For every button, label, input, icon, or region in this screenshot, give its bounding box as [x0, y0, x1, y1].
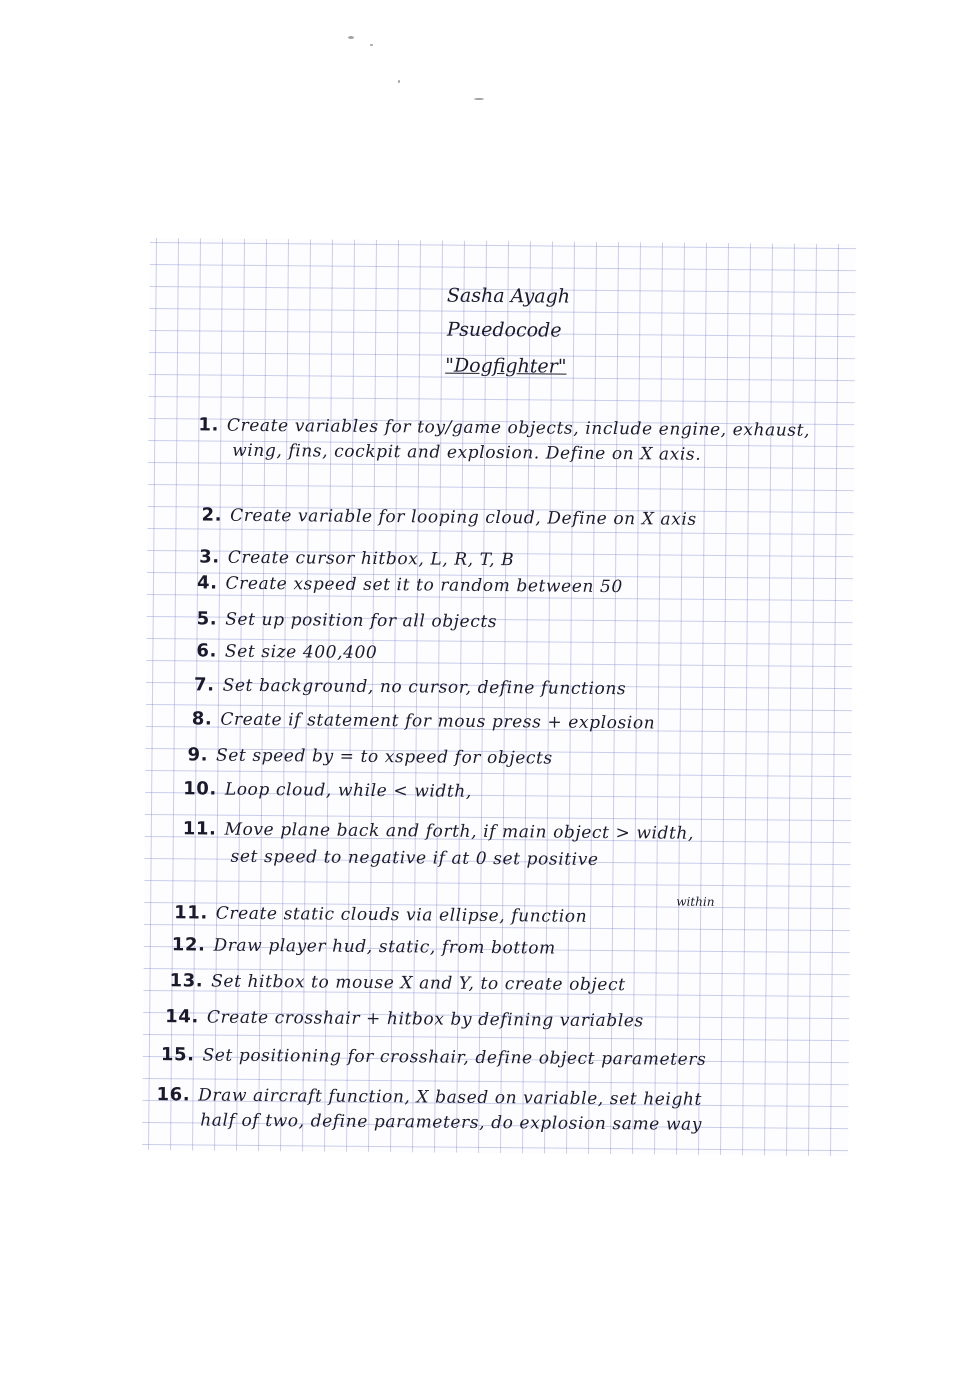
step-item	[183, 818, 694, 843]
step-text: Create crosshair + hitbox by defining variables	[206, 1007, 644, 1032]
scan-speck	[370, 44, 373, 46]
step-text: Create variables for toy/game objects, include engine, exhaust,	[226, 415, 811, 441]
document-subject: Psuedocode	[446, 318, 562, 342]
author-name: Sasha Ayagh	[446, 284, 571, 308]
step-item	[161, 1044, 707, 1070]
step-text: Loop cloud, while < width,	[224, 779, 472, 802]
scan-speck	[474, 98, 484, 100]
step-text: Set size 400,400	[224, 641, 378, 663]
step-text: Set speed by = to xspeed for objects	[215, 745, 553, 769]
step-item	[169, 970, 625, 995]
step-item	[172, 934, 556, 958]
step-item	[194, 674, 626, 699]
scan-speck	[348, 36, 354, 39]
step-text: Create static clouds via ellipse, function	[215, 903, 588, 927]
step-text: Create if statement for mous press + explosion	[220, 709, 656, 734]
step-number: 7.	[194, 674, 215, 696]
inserted-note: within	[676, 894, 715, 909]
step-text: Set positioning for crosshair, define object parameters	[202, 1045, 707, 1070]
scan-speck	[398, 80, 400, 83]
step-item	[198, 414, 810, 440]
step-item	[197, 608, 498, 632]
step-number: 5.	[196, 608, 218, 630]
step-text: Create xspeed set it to random between 50	[225, 573, 623, 598]
step-text-continued: wing, fins, cockpit and explosion. Define on X axis.	[232, 440, 702, 465]
step-number: 3.	[199, 546, 220, 568]
step-text-continued: set speed to negative if at 0 set positive	[230, 846, 599, 870]
document-title: "Dogfighter"	[445, 354, 567, 378]
step-number: 2.	[201, 504, 223, 526]
step-text: Create cursor hitbox, L, R, T, B	[227, 547, 515, 571]
step-number: 9.	[187, 744, 209, 766]
step-text: Set up position for all objects	[225, 609, 498, 633]
step-text-continued: half of two, define parameters, do explosion same way	[200, 1110, 703, 1135]
step-item	[199, 546, 514, 570]
step-number: 14.	[165, 1006, 199, 1028]
step-number: 1.	[198, 414, 220, 436]
step-text: Draw aircraft function, X based on variable, set height	[198, 1085, 703, 1110]
graph-paper-sheet	[142, 238, 856, 1156]
step-item	[201, 504, 696, 529]
step-item	[192, 708, 656, 733]
step-number: 11.	[182, 818, 217, 840]
step-number: 16.	[156, 1084, 191, 1106]
step-item	[197, 572, 623, 597]
step-item	[165, 1006, 644, 1031]
step-item	[174, 902, 587, 927]
step-item	[183, 778, 472, 802]
step-number: 4.	[196, 572, 218, 594]
step-number: 15.	[160, 1044, 195, 1066]
step-text: Create variable for looping cloud, Define on X axis	[230, 505, 697, 530]
step-text: Set background, no cursor, define functions	[222, 675, 627, 700]
step-number: 12.	[171, 934, 206, 956]
step-text: Move plane back and forth, if main object > width,	[224, 819, 695, 844]
step-number: 6.	[196, 640, 218, 662]
step-text: Draw player hud, static, from bottom	[213, 935, 556, 959]
step-text: Set hitbox to mouse X and Y, to create object	[211, 971, 626, 996]
step-number: 13.	[169, 970, 204, 992]
step-item	[156, 1084, 702, 1110]
step-item	[196, 640, 377, 663]
step-item	[187, 744, 552, 768]
step-number: 11.	[174, 902, 208, 924]
step-number: 10.	[183, 778, 217, 800]
step-number: 8.	[191, 708, 213, 730]
